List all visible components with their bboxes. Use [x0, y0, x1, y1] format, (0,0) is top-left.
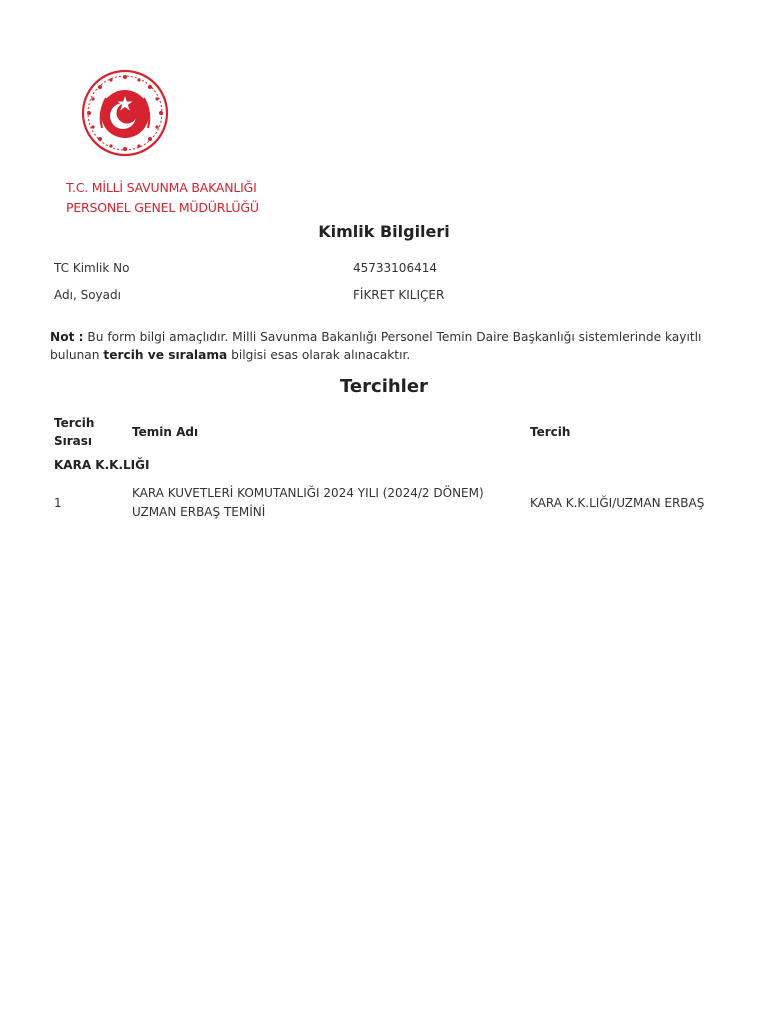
org-line-1: T.C. MİLLİ SAVUNMA BAKANLIĞI [66, 180, 257, 195]
ministry-logo [80, 68, 170, 158]
preferences-table [50, 412, 730, 528]
col-header-name: Temin Adı [132, 425, 199, 439]
row-name: KARA KUVETLERİ KOMUTANLIĞI 2024 YILI (2024/2 DÖNEM) UZMAN ERBAŞ TEMİNİ [132, 486, 484, 519]
preferences-section-title: Tercihler [340, 376, 428, 397]
crescent-star-emblem-icon [80, 68, 170, 158]
table-row [50, 478, 730, 528]
name-label: Adı, Soyadı [54, 288, 121, 302]
note-paragraph [50, 328, 720, 364]
row-order: 1 [54, 495, 62, 510]
col-header-choice: Tercih [530, 425, 571, 439]
name-value: FİKRET KILIÇER [353, 288, 445, 302]
group-label: KARA K.K.LIĞI [54, 458, 150, 472]
org-line-2: PERSONEL GENEL MÜDÜRLÜĞÜ [66, 200, 259, 215]
tc-value: 45733106414 [353, 261, 437, 275]
note-label: Not : [50, 330, 84, 344]
col-header-order: Tercih Sırası [54, 416, 95, 448]
note-text-2: bilgisi esas olarak alınacaktır. [227, 348, 411, 362]
identity-section-title: Kimlik Bilgileri [318, 222, 450, 241]
table-group-row [50, 452, 730, 478]
tc-label: TC Kimlik No [54, 261, 130, 275]
row-choice: KARA K.K.LIĞI/UZMAN ERBAŞ [530, 495, 705, 510]
note-bold-text: tercih ve sıralama [103, 348, 228, 362]
note-text-1: Bu form bilgi amaçlıdır. Milli Savunma Bakanlığı Personel Temin Daire Başkanlığı sistemlerinde kayıtlı bulunan [50, 330, 702, 362]
organization-name [66, 178, 259, 218]
table-header-row [50, 412, 730, 452]
